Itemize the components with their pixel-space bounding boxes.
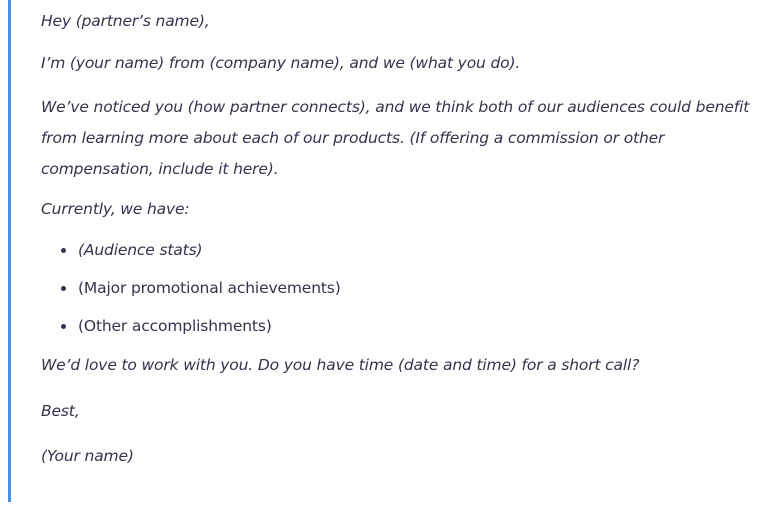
intro-line: I’m (your name) from (company name), and we (what you do). <box>41 54 521 72</box>
bullet-icon <box>61 286 66 291</box>
greeting-line: Hey (partner’s name), <box>41 12 210 30</box>
pitch-paragraph: We’ve noticed you (how partner connects), and we think both of our audiences could benefit from learning more about each of our products. (If offering a commission or other compensation, include it here). <box>41 98 750 178</box>
email-template-blockquote <box>8 0 768 502</box>
signature-line: (Your name) <box>41 447 134 465</box>
achievements-list <box>41 239 768 337</box>
list-item <box>78 239 768 261</box>
currently-line: Currently, we have: <box>41 200 190 218</box>
list-item-text: (Other accomplishments) <box>78 317 272 335</box>
bullet-icon <box>61 324 66 329</box>
closing-question: We’d love to work with you. Do you have time (date and time) for a short call? <box>41 356 640 374</box>
list-item-text: (Major promotional achievements) <box>78 279 341 297</box>
signoff-line: Best, <box>41 402 80 420</box>
bullet-icon <box>61 248 66 253</box>
list-item <box>78 315 768 337</box>
list-item <box>78 277 768 299</box>
list-item-text: (Audience stats) <box>78 241 203 259</box>
